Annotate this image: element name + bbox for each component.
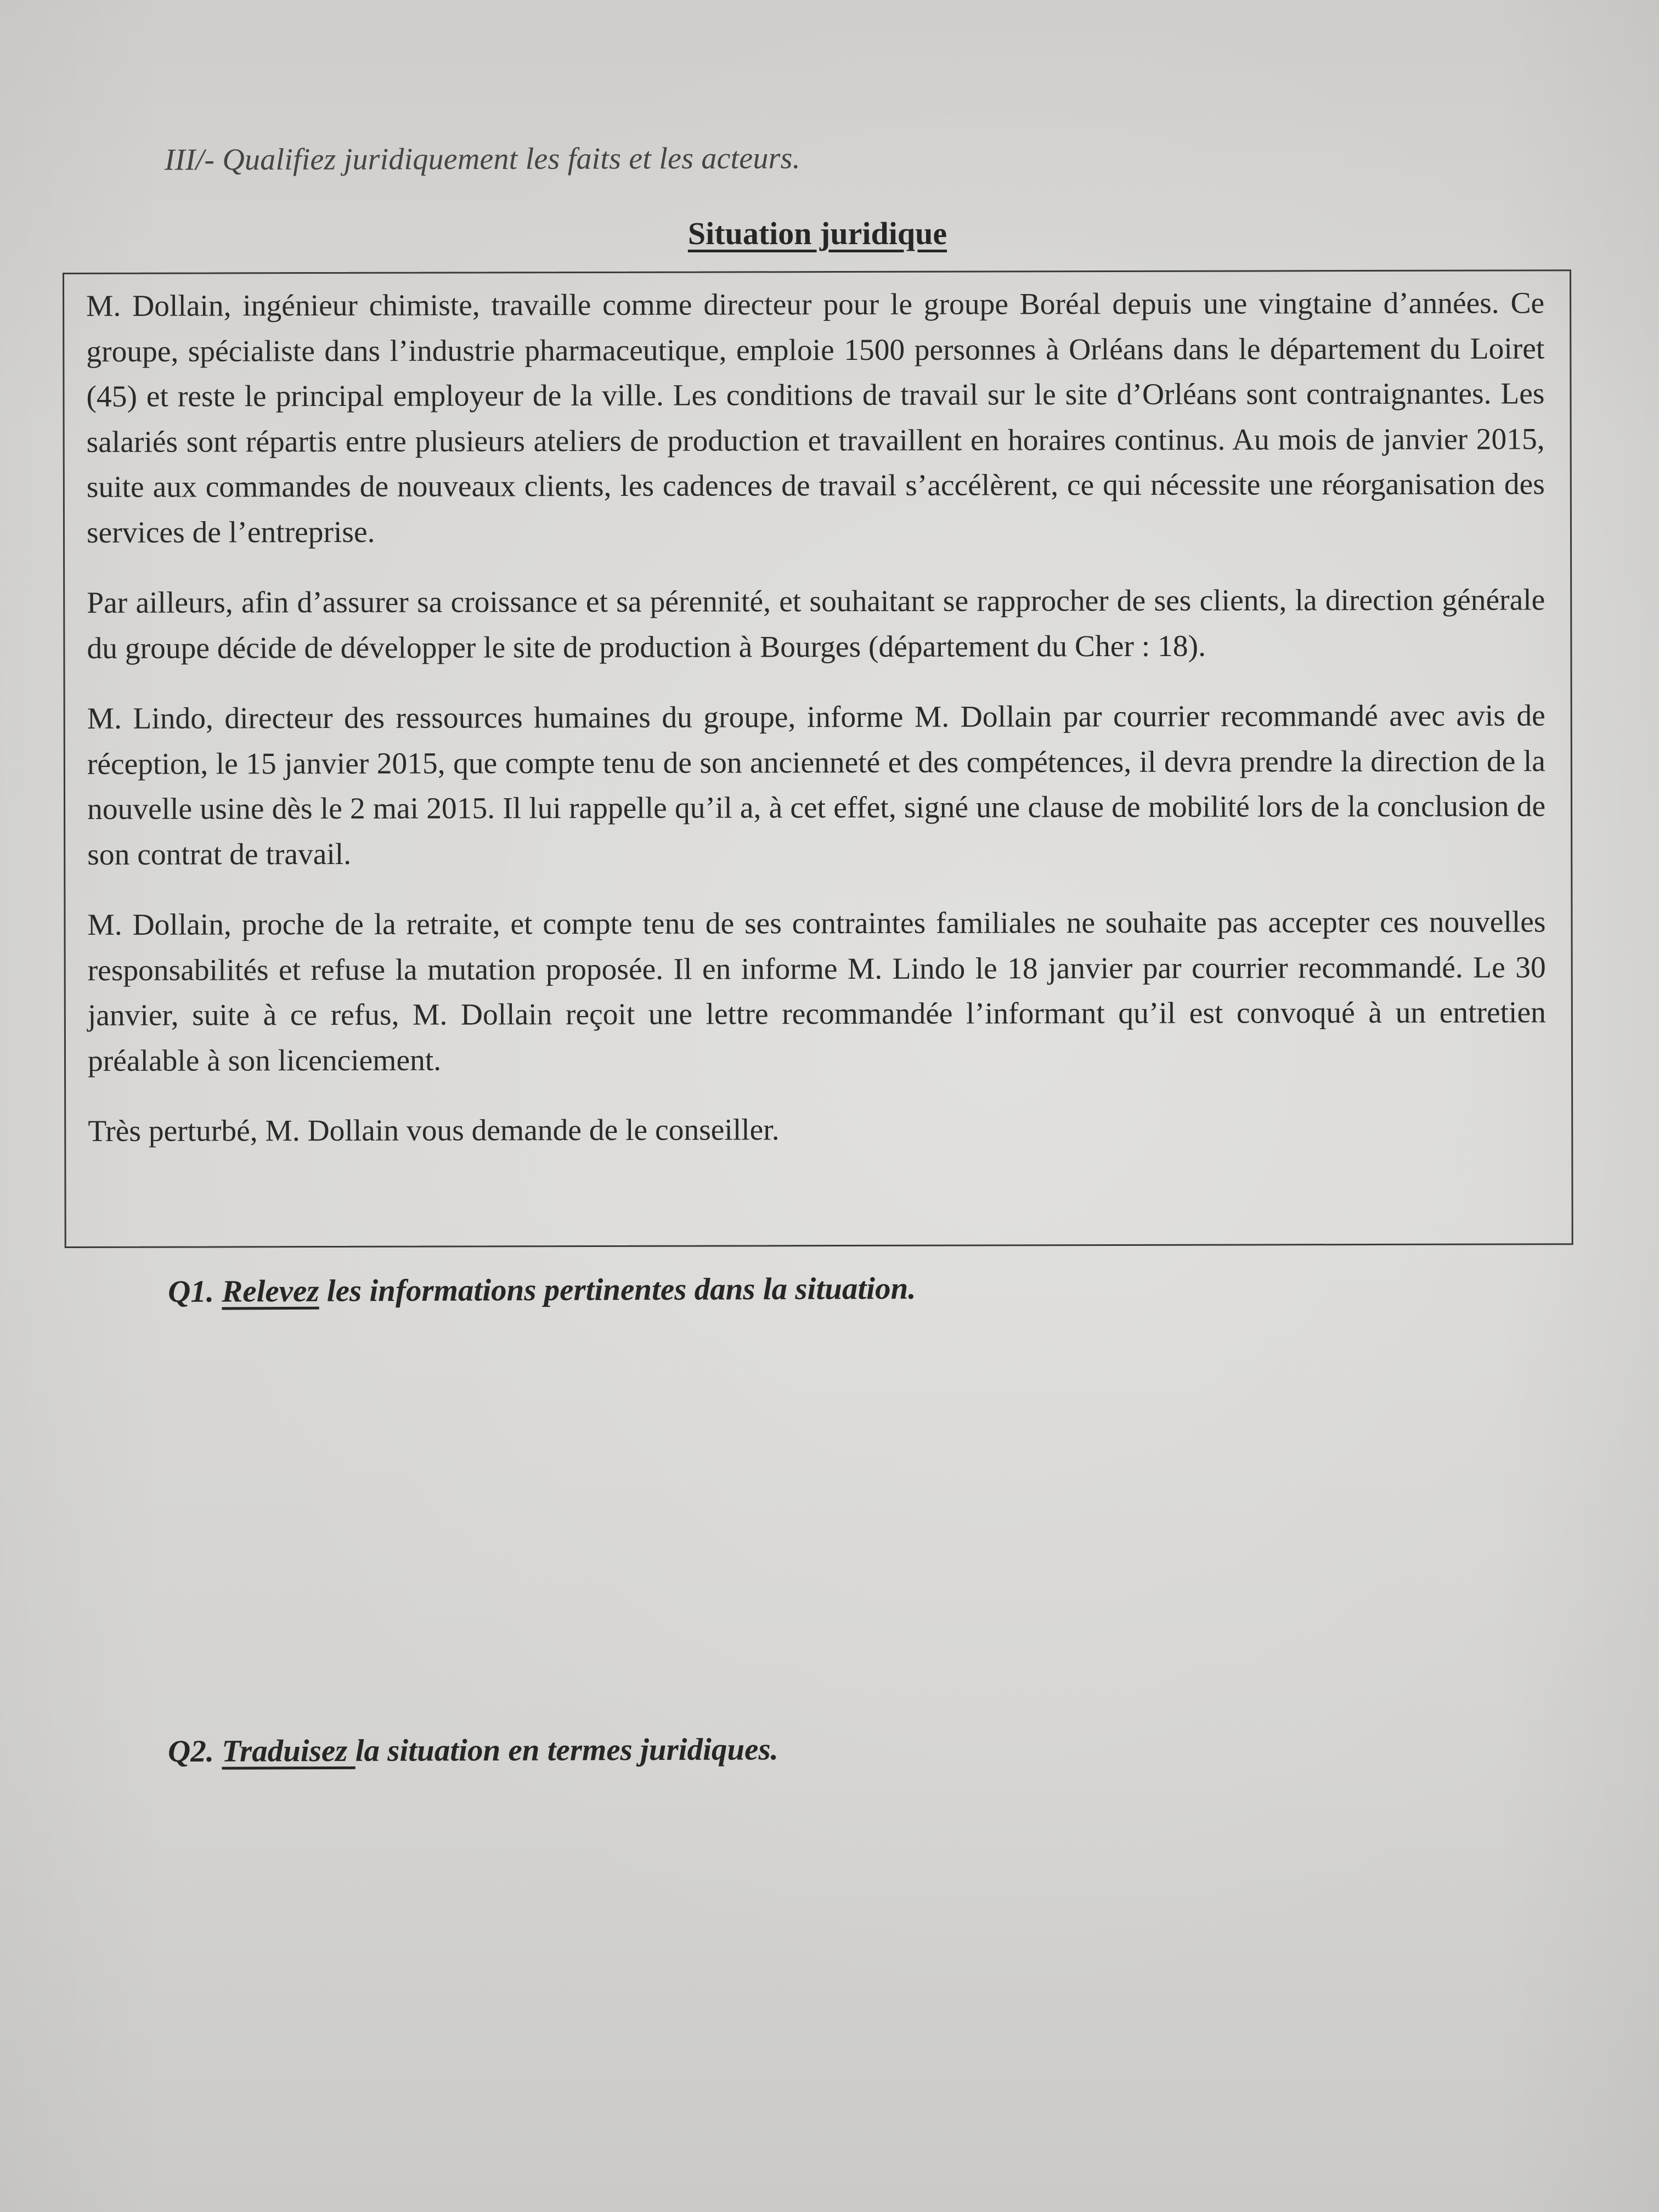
paragraph-expansion: Par ailleurs, afin d’assurer sa croissance et sa pérennité, et souhaitant se rapprocher de ses clients, la direction générale du groupe décide de développer le site de production à Bourges (département du Cher : 18). bbox=[87, 583, 1545, 665]
question-2 bbox=[168, 1731, 778, 1769]
paragraph-context: M. Dollain, ingénieur chimiste, travaille comme directeur pour le groupe Boréal depuis une vingtaine d’années. Ce groupe, spécialiste dans l’industrie pharmaceutique, emploie 1500 personnes à Orléans dans le département du Loiret (45) et reste le principal employeur de la ville. Les conditions de travail sur le site d’Orléans sont contraignantes. Les salariés sont répartis entre plusieurs ateliers de production et travaillent en horaires continus. Au mois de janvier 2015, suite aux commandes de nouveaux clients, les cadences de travail s’accélèrent, ce qui nécessite une réorganisation des services de l’entreprise. bbox=[86, 286, 1545, 550]
paragraph-request: Très perturbé, M. Dollain vous demande de le conseiller. bbox=[88, 1113, 780, 1148]
section-heading: III/- Qualifiez juridiquement les faits et les acteurs. bbox=[164, 141, 800, 177]
question-1-verb: Relevez bbox=[222, 1273, 319, 1309]
question-1 bbox=[168, 1271, 916, 1310]
answer-area-2 bbox=[165, 1788, 1536, 2172]
question-1-number: Q1. bbox=[168, 1274, 215, 1309]
question-2-text: la situation en termes juridiques. bbox=[355, 1732, 778, 1768]
paragraph-mobility-notice: M. Lindo, directeur des ressources humaines du groupe, informe M. Dollain par courrier recommandé avec avis de réception, le 15 janvier 2015, que compte tenu de son ancienneté et des compétences, il devra prendre la direction de la nouvelle usine dès le 2 mai 2015. Il lui rappelle qu’il a, à cet effet, signé une clause de mobilité lors de la conclusion de son contrat de travail. bbox=[87, 699, 1546, 872]
situation-box bbox=[63, 269, 1573, 1248]
document-title-text: Situation juridique bbox=[687, 216, 947, 251]
question-1-text: les informations pertinentes dans la situation. bbox=[319, 1271, 916, 1308]
document-title bbox=[0, 215, 1635, 252]
question-2-verb: Traduisez bbox=[222, 1733, 356, 1769]
answer-area-1 bbox=[165, 1328, 1536, 1712]
question-2-number: Q2. bbox=[168, 1734, 215, 1769]
paragraph-refusal: M. Dollain, proche de la retraite, et compte tenu de ses contraintes familiales ne souhaite pas accepter ces nouvelles responsabilités et refuse la mutation proposée. Il en informe M. Lindo le 18 janvier par courrier recommandé. Le 30 janvier, suite à ce refus, M. Dollain reçoit une lettre recommandée l’informant qu’il est convoqué à un entretien préalable à son licenciement. bbox=[87, 905, 1546, 1078]
